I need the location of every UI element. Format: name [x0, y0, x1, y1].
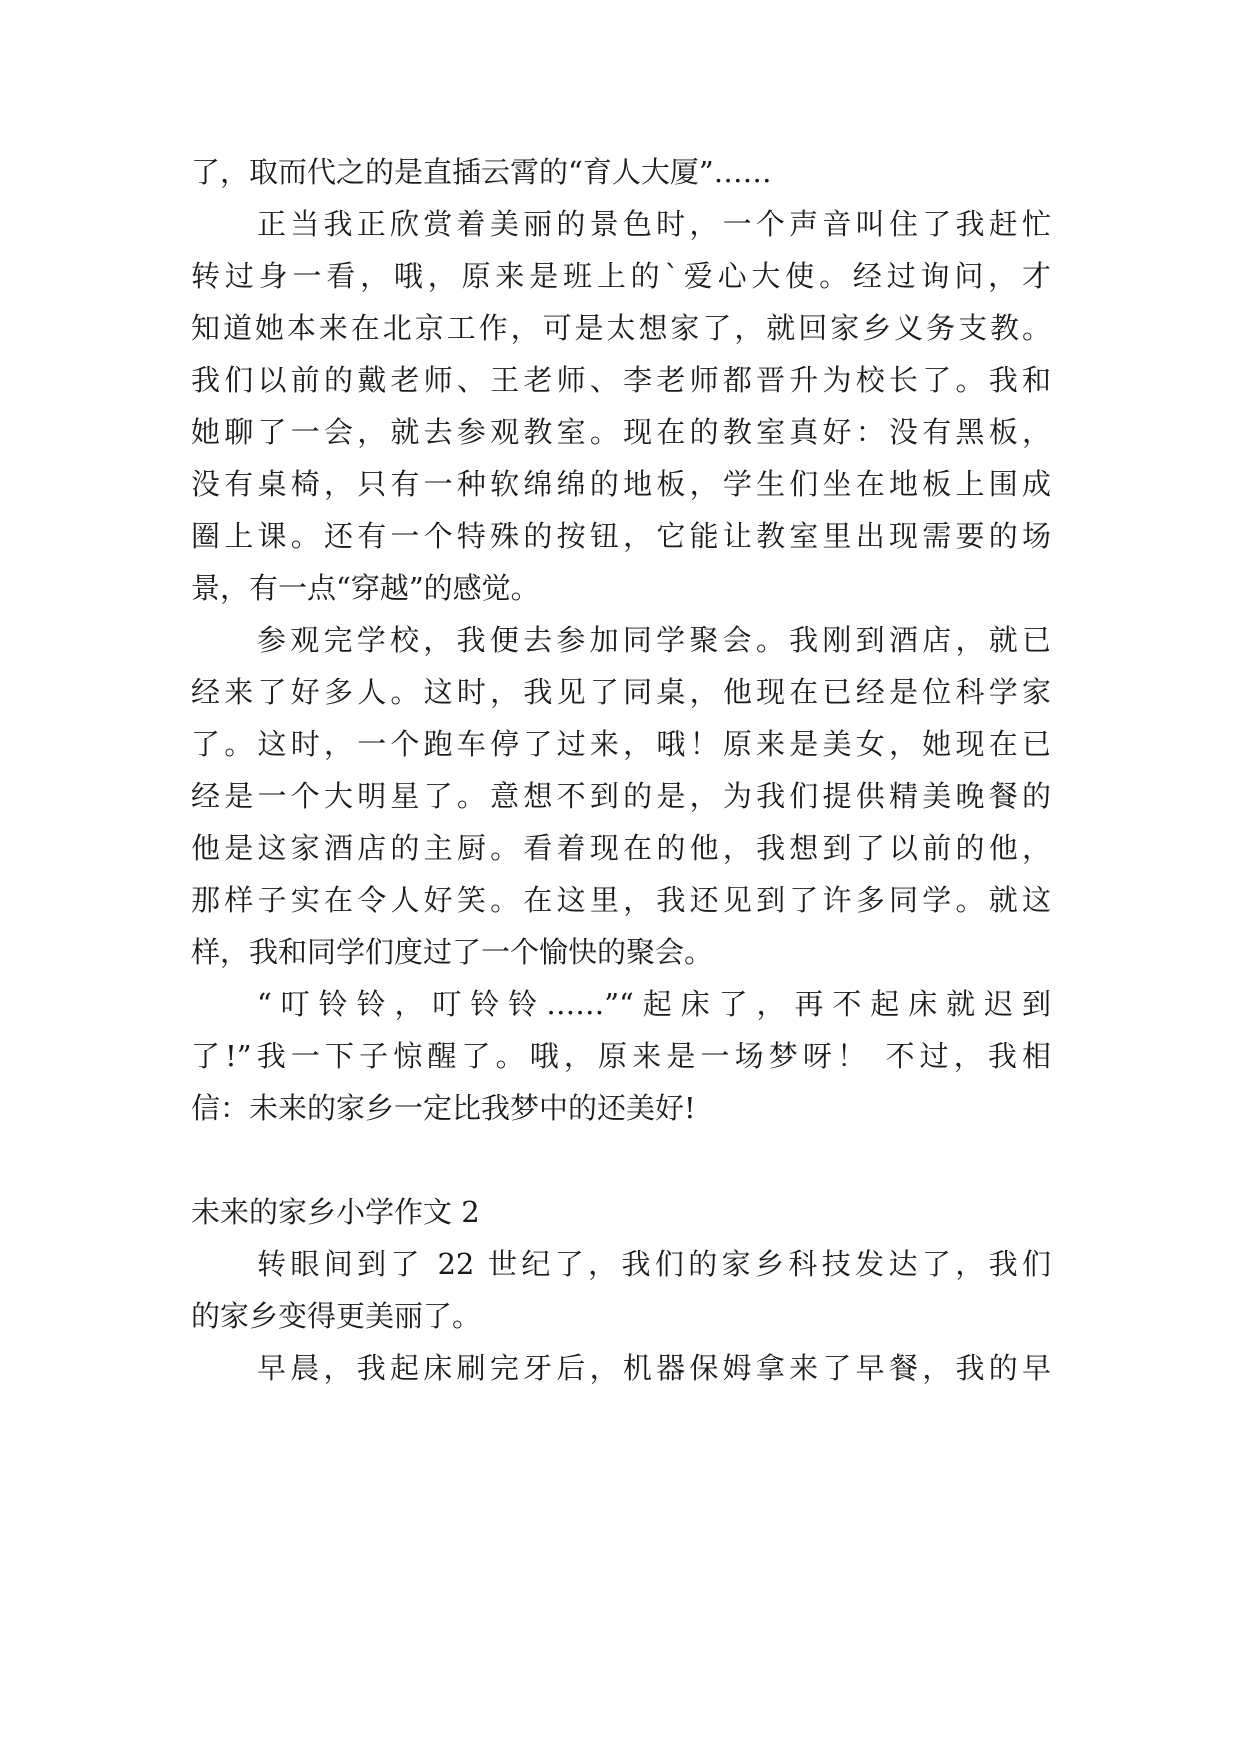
text-line: 那样子实在令人好笑。在这里，我还见到了许多同学。就这 — [191, 883, 1051, 917]
text-line: 景，有一点“穿越”的感觉。 — [191, 571, 540, 605]
text-line: 经来了好多人。这时，我见了同桌，他现在已经是位科学家 — [191, 675, 1051, 709]
paragraph-start-line: 早晨，我起床刷完牙后，机器保姆拿来了早餐，我的早 — [257, 1351, 1051, 1385]
paragraph-start-line: “叮铃铃，叮铃铃……”“起床了，再不起床就迟到 — [257, 987, 1051, 1021]
text-line: 我们以前的戴老师、王老师、李老师都晋升为校长了。我和 — [191, 363, 1051, 397]
paragraph-start-line: 参观完学校，我便去参加同学聚会。我刚到酒店，就已 — [257, 623, 1051, 657]
text-line: 他是这家酒店的主厨。看着现在的他，我想到了以前的他， — [191, 831, 1051, 865]
paragraph-start-line: 正当我正欣赏着美丽的景色时，一个声音叫住了我赶忙 — [257, 207, 1051, 241]
text-line: 的家乡变得更美丽了。 — [191, 1299, 482, 1333]
text-line: 知道她本来在北京工作，可是太想家了，就回家乡义务支教。 — [191, 311, 1051, 345]
text-line: 转过身一看，哦，原来是班上的`爱心大使。经过询问，才 — [191, 259, 1051, 293]
text-line: 了，取而代之的是直插云霄的“育人大厦”…… — [191, 155, 772, 189]
section-heading: 未来的家乡小学作文 2 — [191, 1195, 480, 1229]
text-line: 没有桌椅，只有一种软绵绵的地板，学生们坐在地板上围成 — [191, 467, 1051, 501]
text-line: 经是一个大明星了。意想不到的是，为我们提供精美晚餐的 — [191, 779, 1051, 813]
paragraph-start-line: 转眼间到了 22 世纪了，我们的家乡科技发达了，我们 — [257, 1247, 1051, 1281]
text-line: 信：未来的家乡一定比我梦中的还美好! — [191, 1091, 696, 1125]
text-line: 了。这时，一个跑车停了过来，哦！原来是美女，她现在已 — [191, 727, 1051, 761]
text-line: 圈上课。还有一个特殊的按钮，它能让教室里出现需要的场 — [191, 519, 1051, 553]
text-line: 她聊了一会，就去参观教室。现在的教室真好：没有黑板， — [191, 415, 1051, 449]
text-line: 样，我和同学们度过了一个愉快的聚会。 — [191, 935, 714, 969]
text-line: 了!”我一下子惊醒了。哦，原来是一场梦呀！ 不过，我相 — [191, 1039, 1051, 1073]
